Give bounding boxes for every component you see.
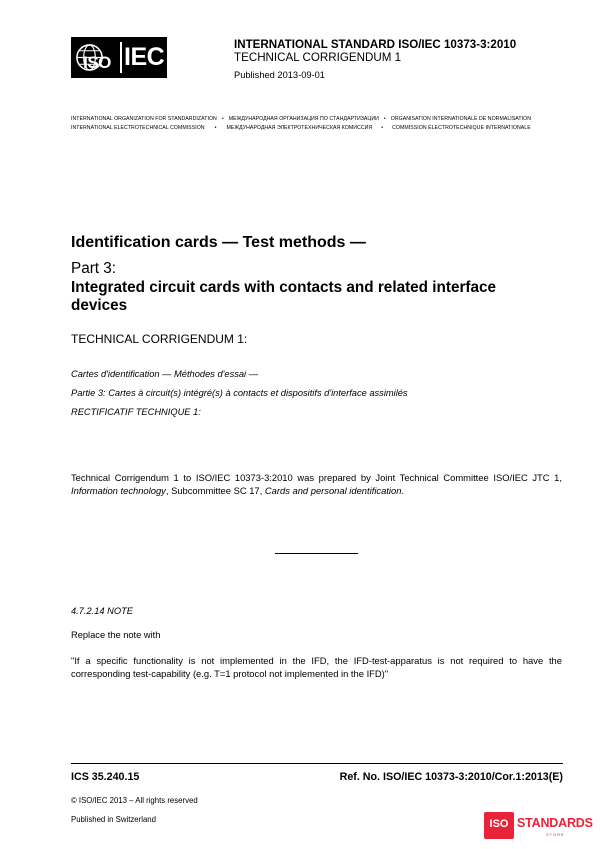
org-name: МЕЖДУНАРОДНАЯ ОРГАНИЗАЦИЯ ПО СТАНДАРТИЗАЦИИ <box>228 116 379 122</box>
separator: • <box>383 116 386 122</box>
store-badge-store: STORE <box>546 832 565 837</box>
part-title: Integrated circuit cards with contacts and related interface devices <box>71 279 497 314</box>
copyright: © ISO/IEC 2013 – All rights reserved <box>71 796 198 805</box>
intro-italic: Cards and personal identification <box>264 485 402 496</box>
intro-text: Technical Corrigendum 1 to ISO/IEC 10373-3:2010 was prepared by Joint Technical Committee ISO/IEC JTC 1, <box>71 472 562 483</box>
document-title: Identification cards — Test methods — <box>71 234 366 251</box>
french-title: Cartes d'identification — Méthodes d'essai — <box>71 369 258 379</box>
organizations-line-2 <box>71 125 531 131</box>
logo-iec-text: IEC <box>124 43 165 71</box>
intro-paragraph <box>71 471 562 497</box>
separator: • <box>381 125 384 131</box>
intro-text: . <box>401 485 405 496</box>
org-name: МЕЖДУНАРОДНАЯ ЭЛЕКТРОТЕХНИЧЕСКАЯ КОМИССИЯ <box>226 125 373 131</box>
org-name: INTERNATIONAL ORGANIZATION FOR STANDARDIZATION <box>71 116 217 122</box>
intro-text: , Subcommittee SC 17, <box>165 485 265 496</box>
organizations-line-1 <box>71 116 531 122</box>
instruction-text: Replace the note with <box>71 630 161 640</box>
separator: • <box>214 125 217 131</box>
org-name: COMMISSION ÉLECTROTECHNIQUE INTERNATIONALE <box>392 125 531 131</box>
clause-reference: 4.7.2.14 NOTE <box>71 606 134 616</box>
separator: • <box>221 116 224 122</box>
org-name: ORGANISATION INTERNATIONALE DE NORMALISATION <box>390 116 532 122</box>
standard-subtitle: TECHNICAL CORRIGENDUM 1 <box>234 51 402 64</box>
standard-title: INTERNATIONAL STANDARD ISO/IEC 10373-3:2010 <box>234 38 517 51</box>
published-date: Published 2013-09-01 <box>234 70 325 80</box>
reference-number: Ref. No. ISO/IEC 10373-3:2010/Cor.1:2013(E) <box>339 771 563 783</box>
org-name: INTERNATIONAL ELECTROTECHNICAL COMMISSION <box>71 125 205 131</box>
divider-rule <box>275 553 358 554</box>
french-part-title: Partie 3: Cartes à circuit(s) intégré(s) à contacts et dispositifs d'interface assimilés <box>71 388 408 398</box>
footer-rule <box>71 763 563 764</box>
french-corrigendum: RECTIFICATIF TECHNIQUE 1: <box>71 407 201 417</box>
replacement-quote: "If a specific functionality is not implemented in the IFD, the IFD-test-apparatus is not required to have the corresponding test-capability (e.g. T=1 protocol not implemented in the IFD)" <box>71 655 562 679</box>
ics-code: ICS 35.240.15 <box>71 771 140 783</box>
store-badge-iso-text: ISO <box>489 818 509 830</box>
logo-iso-text: ISO <box>83 53 111 72</box>
store-badge-standards: STANDARDS <box>517 816 593 830</box>
intro-italic: Information technology <box>71 485 166 496</box>
published-in: Published in Switzerland <box>71 815 156 824</box>
logo-divider <box>120 42 122 73</box>
part-number: Part 3: <box>71 260 117 277</box>
corrigendum-label: TECHNICAL CORRIGENDUM 1: <box>71 332 248 346</box>
